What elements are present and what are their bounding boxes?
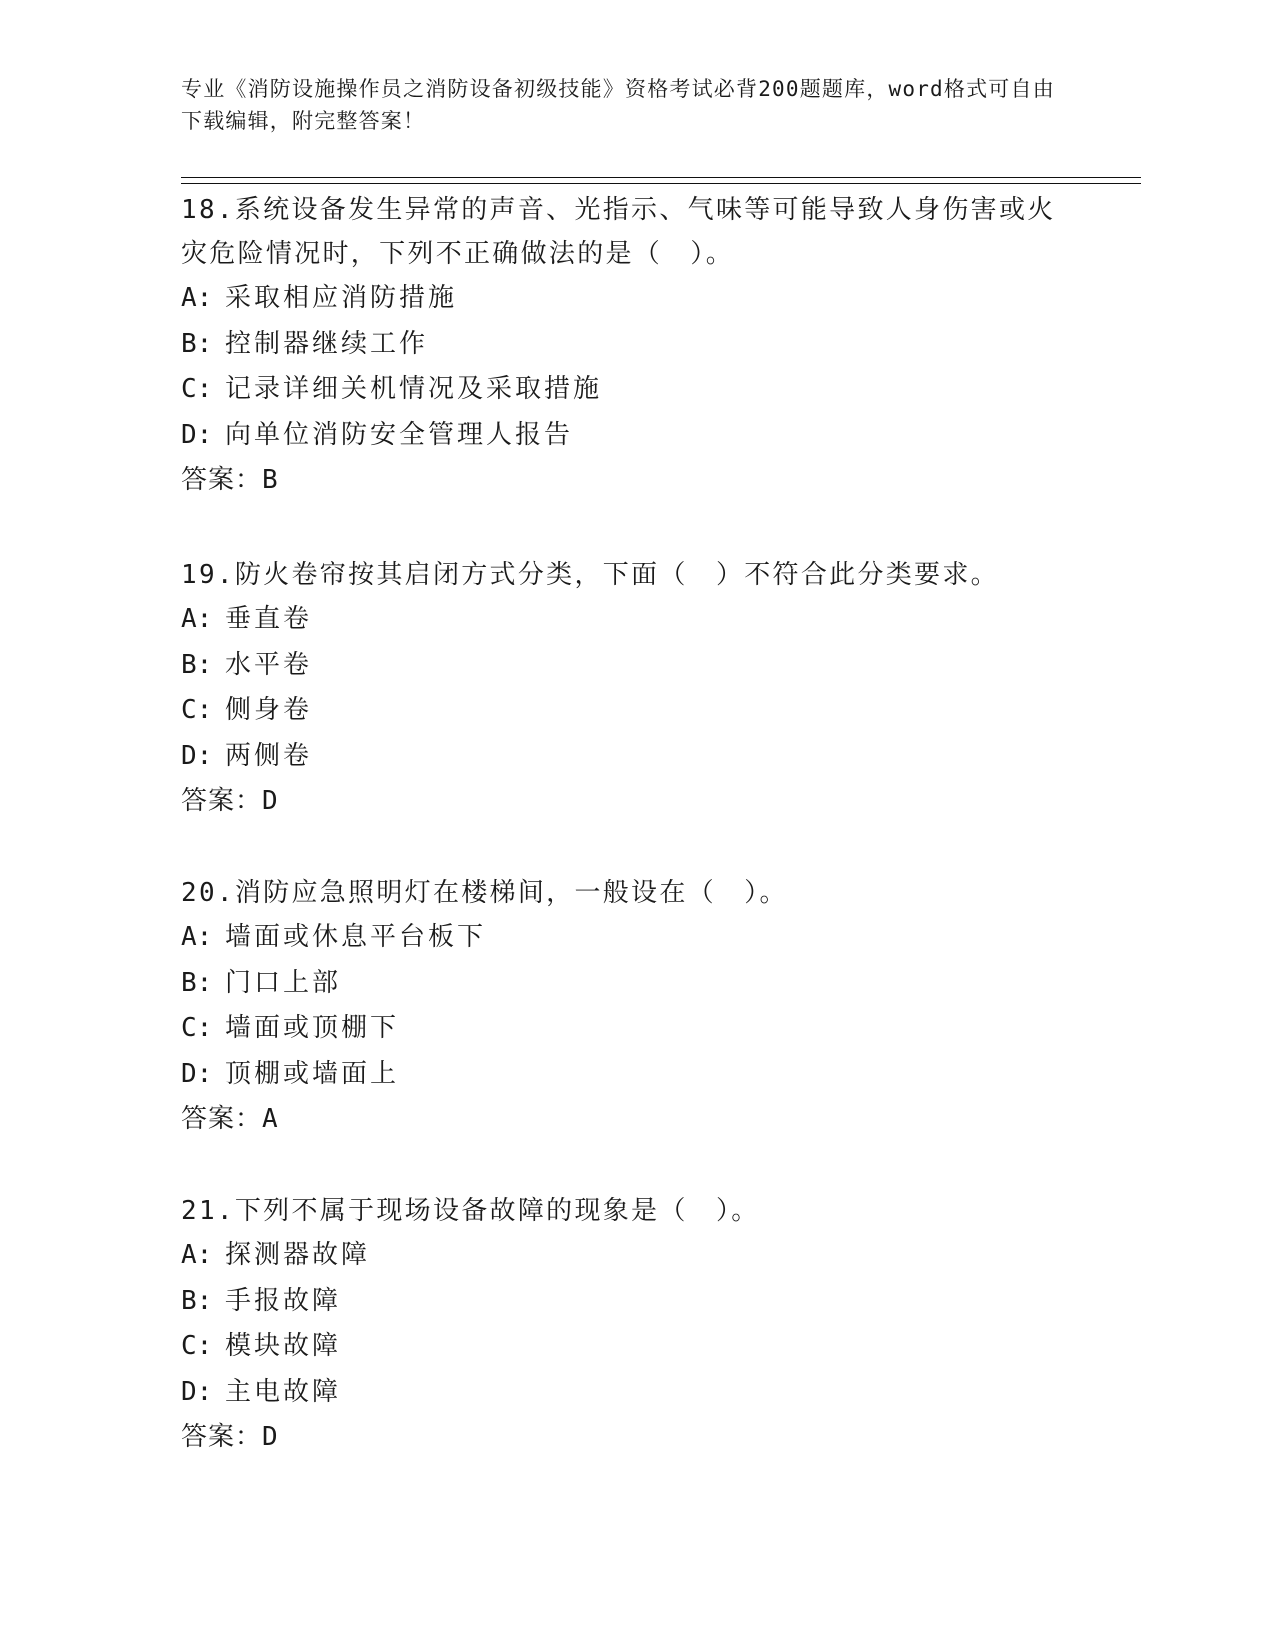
option-d: [181, 1370, 1081, 1416]
answer-line: 答案：A: [181, 1104, 279, 1134]
option-text: 水平卷: [225, 649, 313, 680]
option-text: 采取相应消防措施: [225, 283, 458, 313]
header-divider-top: [181, 177, 1141, 178]
question-block: [181, 1189, 1081, 1461]
option-d: [181, 734, 1081, 780]
answer-line: 答案：B: [181, 465, 279, 495]
option-a: [181, 597, 1081, 643]
document-header: 专业《消防设施操作员之消防设备初级技能》资格考试必背200题题库，word格式可自由下载编辑，附完整答案！: [181, 77, 1055, 133]
header-divider-bottom: [181, 183, 1141, 184]
question-block: [181, 871, 1081, 1143]
option-text: 墙面或休息平台板下: [225, 922, 487, 952]
option-text: 手报故障: [225, 1285, 342, 1316]
option-text: 侧身卷: [225, 695, 313, 725]
option-key: C:: [181, 374, 213, 404]
option-key: B:: [181, 328, 213, 359]
option-text: 门口上部: [225, 967, 342, 998]
answer-line: 答案：D: [181, 1422, 279, 1452]
option-key: A:: [181, 604, 213, 634]
option-text: 记录详细关机情况及采取措施: [225, 374, 603, 404]
question-stem: 19.防火卷帘按其启闭方式分类，下面（ ）不符合此分类要求。: [181, 560, 999, 590]
option-key: A:: [181, 922, 213, 952]
option-key: A:: [181, 283, 213, 313]
option-c: [181, 1324, 1081, 1370]
answer-line: 答案：D: [181, 786, 279, 816]
option-key: D:: [181, 1376, 213, 1407]
option-d: [181, 413, 1081, 459]
option-b: [181, 322, 1081, 368]
option-key: B:: [181, 1285, 213, 1316]
option-c: [181, 367, 1081, 413]
option-text: 向单位消防安全管理人报告: [225, 419, 574, 450]
option-text: 垂直卷: [225, 604, 313, 634]
option-key: D:: [181, 419, 213, 450]
option-key: C:: [181, 695, 213, 725]
option-text: 控制器继续工作: [225, 328, 429, 359]
option-key: B:: [181, 649, 213, 680]
option-d: [181, 1052, 1081, 1098]
option-a: [181, 276, 1081, 322]
question-block: [181, 553, 1081, 825]
option-c: [181, 688, 1081, 734]
option-text: 主电故障: [225, 1376, 342, 1407]
option-key: C:: [181, 1331, 213, 1361]
option-text: 模块故障: [225, 1331, 342, 1361]
question-stem: 20.消防应急照明灯在楼梯间，一般设在（ ）。: [181, 878, 788, 908]
option-key: C:: [181, 1013, 213, 1043]
question-stem: 18.系统设备发生异常的声音、光指示、气味等可能导致人身伤害或火灾危险情况时，下列不正确做法的是（ ）。: [181, 195, 1056, 269]
option-text: 墙面或顶棚下: [225, 1013, 400, 1043]
option-key: D:: [181, 1058, 213, 1089]
option-b: [181, 961, 1081, 1007]
option-a: [181, 915, 1081, 961]
option-b: [181, 1279, 1081, 1325]
option-text: 顶棚或墙面上: [225, 1058, 400, 1089]
question-block: [181, 188, 1081, 504]
option-c: [181, 1006, 1081, 1052]
option-text: 两侧卷: [225, 740, 313, 771]
option-key: D:: [181, 740, 213, 771]
option-b: [181, 643, 1081, 689]
question-stem: 21.下列不属于现场设备故障的现象是（ ）。: [181, 1196, 760, 1226]
option-a: [181, 1233, 1081, 1279]
option-key: B:: [181, 967, 213, 998]
option-text: 探测器故障: [225, 1240, 371, 1270]
option-key: A:: [181, 1240, 213, 1270]
